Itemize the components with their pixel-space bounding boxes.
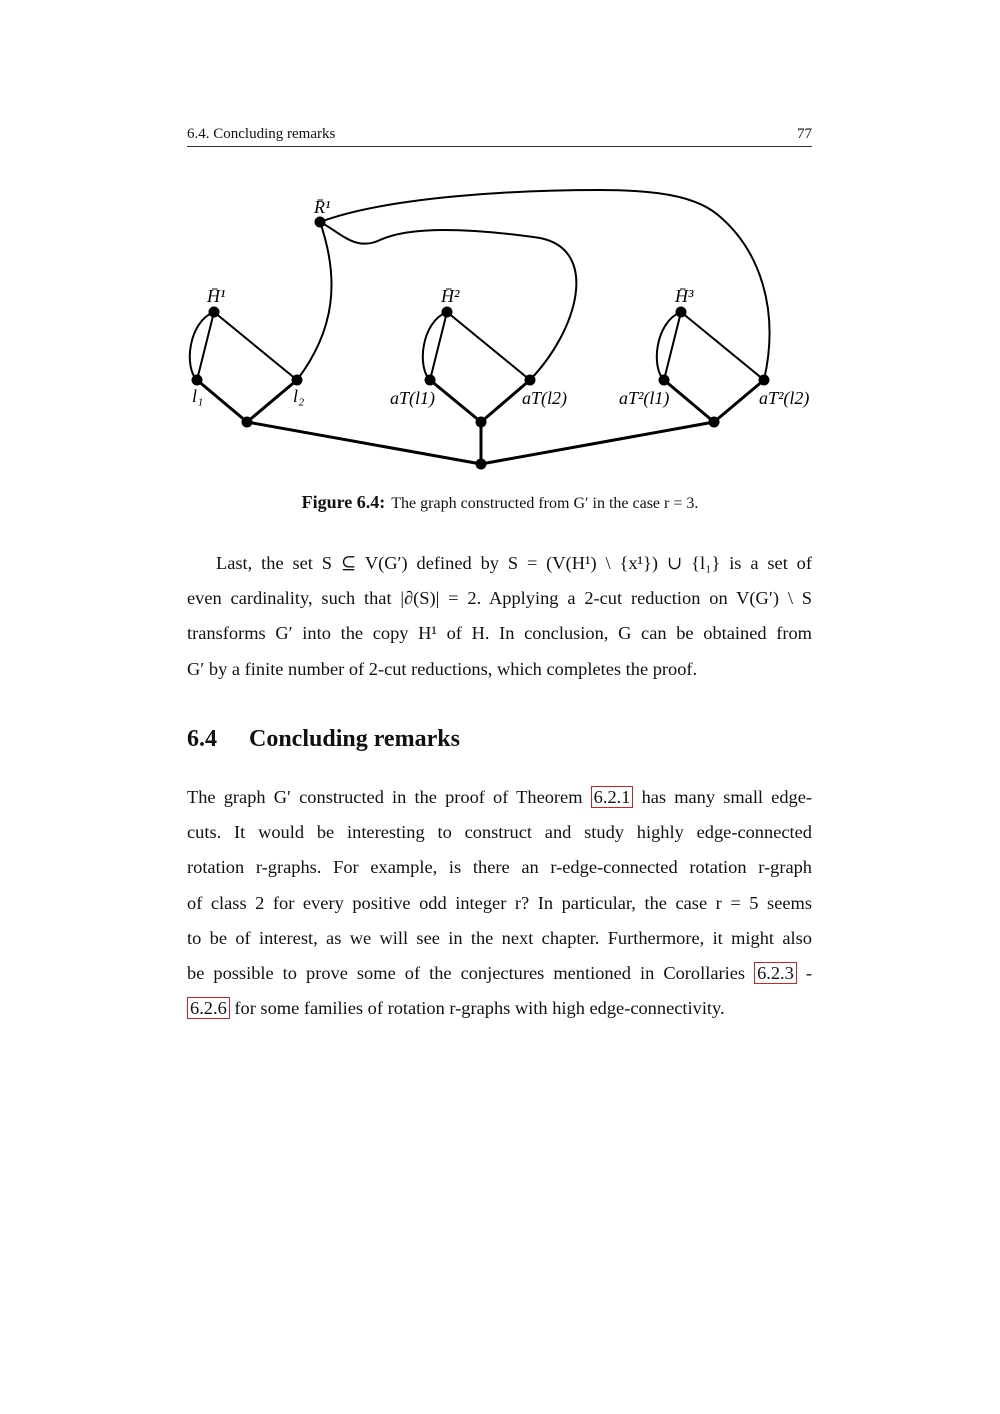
label-at2l2: aT²(l2) — [759, 388, 810, 408]
figure-caption — [0, 492, 1000, 513]
figure-label: Figure 6.4: — [301, 492, 386, 512]
node-l2 — [292, 375, 303, 386]
page-number: 77 — [797, 126, 812, 142]
edge-h2-atl1-curve — [423, 312, 447, 380]
label-r1: R̄¹ — [314, 197, 331, 217]
node-h3 — [676, 307, 687, 318]
label-atl2: aT(l2) — [522, 388, 567, 408]
label-l2: l₂ — [293, 386, 305, 406]
edge-r1-to-l2 — [297, 222, 332, 380]
label-h2: H̄² — [441, 286, 460, 306]
paragraph-line: rotation r-graphs. For example, is there an r-edge-connected rotation r-graph — [187, 857, 812, 878]
node-h1 — [209, 307, 220, 318]
edge-at2l2-j3 — [714, 380, 764, 422]
edge-atl1-j2 — [430, 380, 481, 422]
paragraph-line: The graph G′ constructed in the proof of Theorem 6.2.1 has many small edge- — [187, 787, 813, 807]
header-section: 6.4. Concluding remarks — [187, 126, 336, 142]
node-at2l1 — [659, 375, 670, 386]
node-l1 — [192, 375, 203, 386]
node-r1 — [315, 217, 326, 228]
edge-l1-j1 — [197, 380, 247, 422]
paragraph-proof-end — [187, 546, 812, 687]
paragraph-line: cuts. It would be interesting to construct and study highly edge-connected — [187, 822, 812, 843]
node-j2 — [476, 417, 487, 428]
paragraph-line: be possible to prove some of the conjectures mentioned in Corollaries 6.2.3 - — [187, 962, 812, 983]
node-atl1 — [425, 375, 436, 386]
figure-caption-text: The graph constructed from G′ in the case r = 3. — [391, 495, 699, 512]
node-at2l2 — [759, 375, 770, 386]
node-j3 — [709, 417, 720, 428]
section-title: Concluding remarks — [249, 726, 460, 752]
paragraph-line: G′ by a finite number of 2-cut reductions, which completes the proof. — [187, 658, 698, 679]
label-h3: H̄³ — [675, 286, 694, 306]
edge-r1-to-ar2l2 — [320, 190, 769, 380]
edge-h3-at2l1-curve — [657, 312, 681, 380]
paragraph-line: even cardinality, such that |∂(S)| = 2. Applying a 2-cut reduction on V(G′) \ S — [187, 588, 812, 609]
edge-l2-j1 — [247, 380, 297, 422]
figure-graph — [0, 0, 1000, 480]
paragraph-line: of class 2 for every positive odd integer r? In particular, the case r = 5 seems — [187, 892, 812, 913]
edge-h2-atl2 — [447, 312, 530, 380]
node-j1 — [242, 417, 253, 428]
edge-h3-at2l2 — [681, 312, 764, 380]
paragraph-concluding — [187, 780, 812, 1026]
paragraph-line: Last, the set S ⊆ V(G′) defined by S = (V(H¹) \ {x¹}) ∪ {l₁} is a set of — [216, 553, 812, 573]
paragraph-line: transforms G′ into the copy H¹ of H. In conclusion, G can be obtained from — [187, 623, 812, 644]
reference-link[interactable]: 6.2.6 — [187, 997, 230, 1019]
edge-h1-l2 — [214, 312, 297, 380]
reference-link[interactable]: 6.2.1 — [591, 786, 634, 808]
paragraph-line: 6.2.6 for some families of rotation r-graphs with high edge-connectivity. — [187, 991, 812, 1026]
label-l1: l₁ — [192, 386, 204, 406]
node-atl2 — [525, 375, 536, 386]
edge-j1-root — [247, 422, 481, 464]
edge-at2l1-j3 — [664, 380, 714, 422]
edge-h1-l1-curve — [190, 312, 214, 380]
reference-link[interactable]: 6.2.3 — [754, 962, 797, 984]
node-h2 — [442, 307, 453, 318]
label-atl1: aT(l1) — [390, 388, 435, 408]
node-root — [476, 459, 487, 470]
paragraph-line: to be of interest, as we will see in the next chapter. Furthermore, it might also — [187, 927, 812, 948]
label-h1: H̄¹ — [207, 286, 226, 306]
edge-j3-root — [481, 422, 714, 464]
section-number: 6.4 — [187, 726, 217, 752]
section-heading — [187, 726, 460, 753]
label-at2l1: aT²(l1) — [619, 388, 670, 408]
